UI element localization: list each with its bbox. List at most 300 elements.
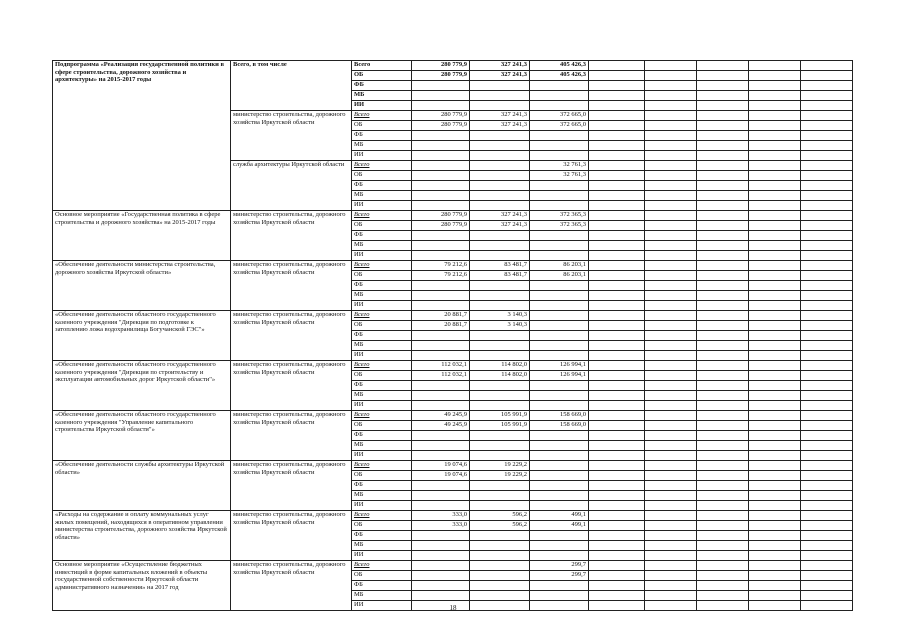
empty-cell xyxy=(645,311,697,321)
empty-cell xyxy=(589,551,645,561)
amount-cell xyxy=(470,81,530,91)
amount-cell: 280 779,9 xyxy=(412,211,470,221)
empty-cell xyxy=(801,81,853,91)
empty-cell xyxy=(645,521,697,531)
empty-cell xyxy=(801,211,853,221)
executor-cell: министерство строительства, дорожного хозяйства Иркутской области xyxy=(231,111,352,161)
amount-cell: 372 665,0 xyxy=(530,121,589,131)
amount-cell xyxy=(412,171,470,181)
empty-cell xyxy=(645,91,697,101)
funding-source-cell: ОБ xyxy=(352,371,412,381)
empty-cell xyxy=(645,551,697,561)
amount-cell: 86 203,1 xyxy=(530,271,589,281)
funding-source-cell: ОБ xyxy=(352,121,412,131)
empty-cell xyxy=(749,221,801,231)
amount-cell xyxy=(470,531,530,541)
amount-cell xyxy=(412,231,470,241)
funding-source-cell: ФБ xyxy=(352,581,412,591)
funding-source-cell: ОБ xyxy=(352,171,412,181)
empty-cell xyxy=(697,311,749,321)
empty-cell xyxy=(801,431,853,441)
empty-cell xyxy=(697,491,749,501)
amount-cell: 3 140,3 xyxy=(470,321,530,331)
empty-cell xyxy=(697,151,749,161)
empty-cell xyxy=(749,211,801,221)
empty-cell xyxy=(645,61,697,71)
executor-cell: министерство строительства, дорожного хозяйства Иркутской области xyxy=(231,311,352,361)
funding-source-cell: МБ xyxy=(352,591,412,601)
empty-cell xyxy=(645,361,697,371)
empty-cell xyxy=(697,421,749,431)
amount-cell xyxy=(470,101,530,111)
empty-cell xyxy=(697,251,749,261)
empty-cell xyxy=(589,361,645,371)
empty-cell xyxy=(645,231,697,241)
empty-cell xyxy=(697,371,749,381)
empty-cell xyxy=(801,591,853,601)
funding-source-cell: МБ xyxy=(352,191,412,201)
amount-cell: 280 779,9 xyxy=(412,111,470,121)
empty-cell xyxy=(749,321,801,331)
amount-cell xyxy=(530,241,589,251)
amount-cell: 114 802,0 xyxy=(470,361,530,371)
empty-cell xyxy=(801,411,853,421)
amount-cell xyxy=(530,441,589,451)
amount-cell xyxy=(530,201,589,211)
empty-cell xyxy=(749,331,801,341)
budget-table xyxy=(52,60,853,611)
empty-cell xyxy=(749,291,801,301)
amount-cell: 49 245,9 xyxy=(412,421,470,431)
amount-cell xyxy=(470,491,530,501)
empty-cell xyxy=(801,261,853,271)
executor-cell: министерство строительства, дорожного хозяйства Иркутской области xyxy=(231,261,352,311)
amount-cell xyxy=(530,391,589,401)
funding-source-cell: ИИ xyxy=(352,401,412,411)
funding-source-cell: МБ xyxy=(352,391,412,401)
amount-cell: 3 140,3 xyxy=(470,311,530,321)
empty-cell xyxy=(589,591,645,601)
empty-cell xyxy=(645,81,697,91)
amount-cell xyxy=(412,581,470,591)
empty-cell xyxy=(589,381,645,391)
executor-cell: министерство строительства, дорожного хозяйства Иркутской области xyxy=(231,561,352,611)
amount-cell xyxy=(412,551,470,561)
empty-cell xyxy=(645,141,697,151)
empty-cell xyxy=(589,501,645,511)
empty-cell xyxy=(645,581,697,591)
amount-cell xyxy=(530,351,589,361)
amount-cell xyxy=(412,91,470,101)
empty-cell xyxy=(589,91,645,101)
funding-source-cell: МБ xyxy=(352,241,412,251)
executor-cell: министерство строительства, дорожного хозяйства Иркутской области xyxy=(231,461,352,511)
empty-cell xyxy=(697,381,749,391)
amount-cell xyxy=(470,391,530,401)
empty-cell xyxy=(749,451,801,461)
amount-cell xyxy=(470,581,530,591)
empty-cell xyxy=(749,351,801,361)
amount-cell: 79 212,6 xyxy=(412,271,470,281)
empty-cell xyxy=(645,201,697,211)
empty-cell xyxy=(697,341,749,351)
empty-cell xyxy=(645,241,697,251)
empty-cell xyxy=(589,601,645,611)
funding-source-cell: МБ xyxy=(352,141,412,151)
amount-cell xyxy=(412,301,470,311)
empty-cell xyxy=(589,341,645,351)
empty-cell xyxy=(589,521,645,531)
empty-cell xyxy=(801,491,853,501)
empty-cell xyxy=(697,401,749,411)
funding-source-cell: Всего xyxy=(352,561,412,571)
empty-cell xyxy=(589,421,645,431)
executor-cell: министерство строительства, дорожного хозяйства Иркутской области xyxy=(231,361,352,411)
empty-cell xyxy=(645,101,697,111)
empty-cell xyxy=(697,411,749,421)
empty-cell xyxy=(645,481,697,491)
empty-cell xyxy=(749,261,801,271)
empty-cell xyxy=(697,551,749,561)
empty-cell xyxy=(697,571,749,581)
empty-cell xyxy=(749,61,801,71)
empty-cell xyxy=(645,531,697,541)
amount-cell: 327 241,3 xyxy=(470,71,530,81)
amount-cell xyxy=(412,401,470,411)
amount-cell xyxy=(530,311,589,321)
empty-cell xyxy=(589,331,645,341)
executor-cell: министерство строительства, дорожного хозяйства Иркутской области xyxy=(231,211,352,261)
amount-cell xyxy=(530,461,589,471)
funding-source-cell: ФБ xyxy=(352,131,412,141)
program-name-cell: Основное мероприятие «Государственная политика в сфере строительства и дорожного хозяйства» на 2015-2017 годы xyxy=(53,211,231,261)
empty-cell xyxy=(589,321,645,331)
amount-cell: 499,1 xyxy=(530,511,589,521)
empty-cell xyxy=(749,361,801,371)
amount-cell xyxy=(470,541,530,551)
empty-cell xyxy=(645,71,697,81)
empty-cell xyxy=(749,471,801,481)
amount-cell xyxy=(412,351,470,361)
empty-cell xyxy=(589,311,645,321)
empty-cell xyxy=(697,211,749,221)
empty-cell xyxy=(645,261,697,271)
empty-cell xyxy=(589,81,645,91)
empty-cell xyxy=(589,121,645,131)
empty-cell xyxy=(749,181,801,191)
empty-cell xyxy=(589,141,645,151)
amount-cell: 49 245,9 xyxy=(412,411,470,421)
amount-cell xyxy=(412,251,470,261)
empty-cell xyxy=(801,131,853,141)
empty-cell xyxy=(589,161,645,171)
empty-cell xyxy=(801,161,853,171)
empty-cell xyxy=(645,601,697,611)
empty-cell xyxy=(697,441,749,451)
empty-cell xyxy=(749,201,801,211)
empty-cell xyxy=(645,321,697,331)
table-row xyxy=(53,511,853,521)
amount-cell xyxy=(470,591,530,601)
empty-cell xyxy=(697,461,749,471)
empty-cell xyxy=(749,281,801,291)
program-name-cell: «Обеспечение деятельности областного государственного казенного учреждения "Дирекция по строительству и эксплуатации автомобильных дорог Иркутской области"» xyxy=(53,361,231,411)
empty-cell xyxy=(697,71,749,81)
empty-cell xyxy=(801,571,853,581)
funding-source-cell: Всего xyxy=(352,461,412,471)
empty-cell xyxy=(697,201,749,211)
amount-cell: 158 669,0 xyxy=(530,421,589,431)
empty-cell xyxy=(697,121,749,131)
amount-cell xyxy=(530,251,589,261)
funding-source-cell: ИИ xyxy=(352,101,412,111)
amount-cell xyxy=(470,331,530,341)
empty-cell xyxy=(645,281,697,291)
empty-cell xyxy=(697,181,749,191)
empty-cell xyxy=(801,151,853,161)
amount-cell: 405 426,3 xyxy=(530,61,589,71)
amount-cell: 372 365,3 xyxy=(530,221,589,231)
empty-cell xyxy=(749,501,801,511)
amount-cell xyxy=(470,501,530,511)
amount-cell xyxy=(530,91,589,101)
amount-cell: 19 074,6 xyxy=(412,461,470,471)
amount-cell xyxy=(412,191,470,201)
empty-cell xyxy=(801,111,853,121)
table-row xyxy=(53,261,853,271)
amount-cell: 20 881,7 xyxy=(412,321,470,331)
funding-source-cell: ИИ xyxy=(352,251,412,261)
amount-cell: 333,0 xyxy=(412,521,470,531)
empty-cell xyxy=(697,391,749,401)
empty-cell xyxy=(801,461,853,471)
amount-cell xyxy=(470,551,530,561)
empty-cell xyxy=(697,131,749,141)
amount-cell xyxy=(412,571,470,581)
table-row xyxy=(53,211,853,221)
program-name-cell: «Обеспечение деятельности службы архитектуры Иркутской области» xyxy=(53,461,231,511)
funding-source-cell: МБ xyxy=(352,441,412,451)
executor-cell: министерство строительства, дорожного хозяйства Иркутской области xyxy=(231,511,352,561)
amount-cell: 596,2 xyxy=(470,521,530,531)
table-row xyxy=(53,411,853,421)
amount-cell xyxy=(530,131,589,141)
amount-cell: 19 074,6 xyxy=(412,471,470,481)
empty-cell xyxy=(645,371,697,381)
empty-cell xyxy=(645,221,697,231)
empty-cell xyxy=(645,431,697,441)
empty-cell xyxy=(749,561,801,571)
empty-cell xyxy=(697,171,749,181)
amount-cell xyxy=(530,281,589,291)
amount-cell: 19 229,2 xyxy=(470,471,530,481)
empty-cell xyxy=(801,481,853,491)
funding-source-cell: МБ xyxy=(352,291,412,301)
amount-cell xyxy=(470,131,530,141)
empty-cell xyxy=(589,241,645,251)
empty-cell xyxy=(645,351,697,361)
empty-cell xyxy=(589,451,645,461)
amount-cell: 327 241,3 xyxy=(470,211,530,221)
empty-cell xyxy=(645,411,697,421)
program-name-cell: Подпрограмма «Реализация государственной политики в сфере строительства, дорожного хозяйства и архитектуры» на 2015-2017 годы xyxy=(53,61,231,211)
empty-cell xyxy=(749,151,801,161)
empty-cell xyxy=(801,511,853,521)
amount-cell xyxy=(530,471,589,481)
empty-cell xyxy=(645,561,697,571)
funding-source-cell: Всего xyxy=(352,361,412,371)
amount-cell xyxy=(530,151,589,161)
funding-source-cell: ОБ xyxy=(352,71,412,81)
empty-cell xyxy=(645,421,697,431)
empty-cell xyxy=(589,171,645,181)
empty-cell xyxy=(645,191,697,201)
empty-cell xyxy=(749,131,801,141)
empty-cell xyxy=(801,91,853,101)
empty-cell xyxy=(645,291,697,301)
empty-cell xyxy=(645,331,697,341)
amount-cell xyxy=(530,141,589,151)
empty-cell xyxy=(697,561,749,571)
amount-cell xyxy=(412,281,470,291)
funding-source-cell: МБ xyxy=(352,341,412,351)
empty-cell xyxy=(697,531,749,541)
empty-cell xyxy=(589,191,645,201)
funding-source-cell: ФБ xyxy=(352,281,412,291)
empty-cell xyxy=(697,231,749,241)
amount-cell xyxy=(470,341,530,351)
amount-cell: 32 761,3 xyxy=(530,171,589,181)
funding-source-cell: ОБ xyxy=(352,421,412,431)
empty-cell xyxy=(749,251,801,261)
amount-cell xyxy=(412,161,470,171)
amount-cell xyxy=(530,101,589,111)
amount-cell xyxy=(530,291,589,301)
amount-cell xyxy=(530,231,589,241)
empty-cell xyxy=(749,341,801,351)
funding-source-cell: Всего xyxy=(352,111,412,121)
amount-cell xyxy=(530,431,589,441)
empty-cell xyxy=(645,211,697,221)
program-name-cell: «Обеспечение деятельности областного государственного казенного учреждения "Дирекция по подготовке к затоплению ложа водохранилища Богучанской ГЭС"» xyxy=(53,311,231,361)
amount-cell xyxy=(530,591,589,601)
amount-cell xyxy=(412,501,470,511)
empty-cell xyxy=(801,221,853,231)
empty-cell xyxy=(589,271,645,281)
empty-cell xyxy=(589,151,645,161)
amount-cell: 405 426,3 xyxy=(530,71,589,81)
empty-cell xyxy=(697,591,749,601)
empty-cell xyxy=(645,341,697,351)
funding-source-cell: ФБ xyxy=(352,431,412,441)
empty-cell xyxy=(749,381,801,391)
funding-source-cell: ФБ xyxy=(352,81,412,91)
empty-cell xyxy=(749,411,801,421)
empty-cell xyxy=(589,561,645,571)
empty-cell xyxy=(697,281,749,291)
funding-source-cell: ОБ xyxy=(352,271,412,281)
empty-cell xyxy=(589,231,645,241)
amount-cell: 280 779,9 xyxy=(412,71,470,81)
empty-cell xyxy=(645,401,697,411)
empty-cell xyxy=(589,131,645,141)
empty-cell xyxy=(801,361,853,371)
empty-cell xyxy=(645,171,697,181)
empty-cell xyxy=(589,541,645,551)
empty-cell xyxy=(645,541,697,551)
empty-cell xyxy=(801,371,853,381)
funding-source-cell: ИИ xyxy=(352,501,412,511)
amount-cell xyxy=(412,591,470,601)
amount-cell: 327 241,3 xyxy=(470,121,530,131)
empty-cell xyxy=(749,371,801,381)
empty-cell xyxy=(801,191,853,201)
table-row xyxy=(53,561,853,571)
funding-source-cell: МБ xyxy=(352,541,412,551)
empty-cell xyxy=(645,511,697,521)
amount-cell xyxy=(470,181,530,191)
empty-cell xyxy=(589,571,645,581)
empty-cell xyxy=(749,241,801,251)
empty-cell xyxy=(749,511,801,521)
amount-cell xyxy=(530,401,589,411)
amount-cell xyxy=(470,291,530,301)
funding-source-cell: МБ xyxy=(352,491,412,501)
empty-cell xyxy=(801,301,853,311)
empty-cell xyxy=(801,471,853,481)
empty-cell xyxy=(749,171,801,181)
amount-cell: 83 481,7 xyxy=(470,271,530,281)
empty-cell xyxy=(749,541,801,551)
amount-cell xyxy=(470,561,530,571)
empty-cell xyxy=(645,391,697,401)
empty-cell xyxy=(589,401,645,411)
amount-cell xyxy=(470,401,530,411)
empty-cell xyxy=(749,571,801,581)
empty-cell xyxy=(589,471,645,481)
amount-cell xyxy=(412,141,470,151)
amount-cell xyxy=(412,391,470,401)
empty-cell xyxy=(749,161,801,171)
amount-cell xyxy=(470,301,530,311)
amount-cell xyxy=(530,481,589,491)
empty-cell xyxy=(589,251,645,261)
empty-cell xyxy=(749,91,801,101)
amount-cell xyxy=(412,481,470,491)
empty-cell xyxy=(697,501,749,511)
empty-cell xyxy=(697,521,749,531)
executor-cell: служба архитектуры Иркутской области xyxy=(231,161,352,211)
empty-cell xyxy=(645,121,697,131)
funding-source-cell: Всего xyxy=(352,411,412,421)
funding-source-cell: ФБ xyxy=(352,481,412,491)
amount-cell: 596,2 xyxy=(470,511,530,521)
empty-cell xyxy=(697,191,749,201)
program-name-cell: «Обеспечение деятельности областного государственного казенного учреждения "Управление капитального строительства Иркутской области"» xyxy=(53,411,231,461)
amount-cell: 158 669,0 xyxy=(530,411,589,421)
empty-cell xyxy=(749,431,801,441)
empty-cell xyxy=(749,461,801,471)
empty-cell xyxy=(697,581,749,591)
empty-cell xyxy=(697,431,749,441)
empty-cell xyxy=(801,551,853,561)
empty-cell xyxy=(749,421,801,431)
empty-cell xyxy=(801,531,853,541)
amount-cell xyxy=(412,441,470,451)
empty-cell xyxy=(801,141,853,151)
empty-cell xyxy=(645,181,697,191)
empty-cell xyxy=(697,481,749,491)
